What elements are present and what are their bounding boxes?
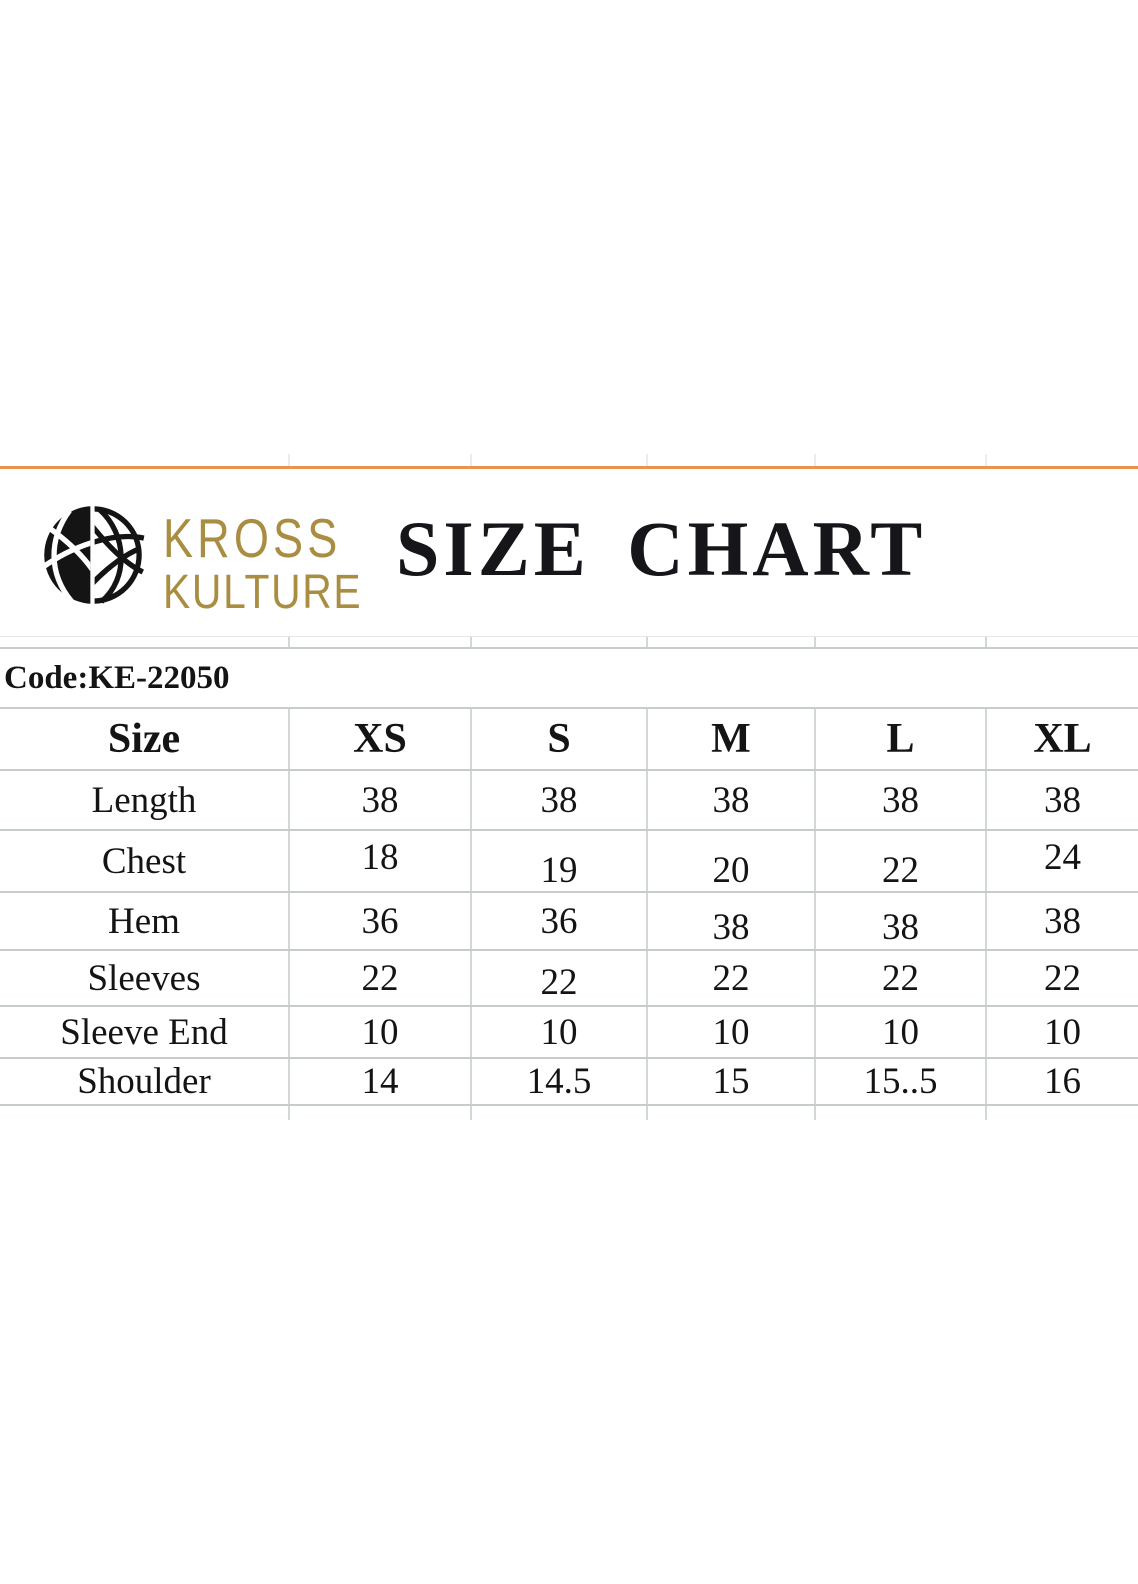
row-label-sleeve-end: Sleeve End [60, 1011, 228, 1053]
table-top-stub-row [0, 636, 1138, 649]
cell-sleeves-m: 22 [646, 951, 814, 1005]
cell-hem-m: 38 [646, 893, 814, 949]
table-row-sleeve-end [0, 1007, 1138, 1059]
cell-sleeves-l: 22 [814, 951, 985, 1005]
row-label-chest: Chest [101, 840, 187, 882]
grid-stub [470, 454, 472, 466]
table-row-shoulder [0, 1059, 1138, 1106]
cell-shoulder-m: 15 [646, 1059, 814, 1104]
brand-name-kulture: KULTURE [163, 566, 363, 619]
cell-chest-xl: 24 [985, 831, 1138, 891]
grid-stub [985, 454, 987, 466]
row-label-hem: Hem [108, 900, 180, 942]
stub-cell [0, 637, 288, 647]
cell-sleeve-end-xl: 10 [985, 1007, 1138, 1057]
cell-hem-l: 38 [814, 893, 985, 949]
cell-chest-l: 22 [814, 831, 985, 891]
grid-stub [646, 454, 648, 466]
row-label-length: Length [91, 779, 197, 821]
column-header-s: S [470, 709, 646, 769]
cell-sleeve-end-s: 10 [470, 1007, 646, 1057]
cell-sleeve-end-l: 10 [814, 1007, 985, 1057]
page-title: SIZE CHART [396, 505, 927, 592]
stub-cell [0, 1106, 288, 1120]
cell-chest-xs: 18 [288, 831, 470, 891]
stub-cell [814, 1106, 985, 1120]
cell-hem-xl: 38 [985, 893, 1138, 949]
stub-cell [288, 1106, 470, 1120]
brand-name-kross: KROSS [163, 507, 342, 569]
product-code: Code:KE-22050 [4, 659, 230, 696]
row-label-sleeves: Sleeves [87, 957, 201, 999]
brand-wordmark [163, 507, 397, 619]
cell-sleeve-end-m: 10 [646, 1007, 814, 1057]
cell-shoulder-l: 15..5 [814, 1059, 985, 1104]
stub-cell [814, 637, 985, 647]
cell-sleeve-end-xs: 10 [288, 1007, 470, 1057]
cell-sleeves-xs: 22 [288, 951, 470, 1005]
grid-stub [814, 454, 816, 466]
stub-cell [646, 637, 814, 647]
grid-stub [288, 454, 290, 466]
stub-cell [985, 1106, 1138, 1120]
cell-shoulder-xs: 14 [288, 1059, 470, 1104]
cell-length-l: 38 [814, 771, 985, 829]
cell-shoulder-s: 14.5 [470, 1059, 646, 1104]
cell-length-m: 38 [646, 771, 814, 829]
column-header-l: L [814, 709, 985, 769]
stub-cell [470, 637, 646, 647]
size-chart-table [0, 636, 1138, 1120]
table-row-length [0, 771, 1138, 831]
product-code-row [0, 649, 1138, 709]
table-bottom-stub-row [0, 1106, 1138, 1120]
kross-kulture-globe-logo-icon [40, 501, 146, 609]
column-header-m: M [646, 709, 814, 769]
table-header-row [0, 709, 1138, 771]
table-row-chest [0, 831, 1138, 893]
stub-cell [646, 1106, 814, 1120]
table-row-hem [0, 893, 1138, 951]
column-header-size: Size [107, 716, 181, 762]
cell-length-xl: 38 [985, 771, 1138, 829]
column-header-xs: XS [288, 709, 470, 769]
orange-divider-line [0, 466, 1138, 469]
row-label-shoulder: Shoulder [77, 1061, 211, 1102]
cell-sleeves-s: 22 [470, 951, 646, 1005]
stub-cell [288, 637, 470, 647]
cell-sleeves-xl: 22 [985, 951, 1138, 1005]
column-header-xl: XL [985, 709, 1138, 769]
cell-length-s: 38 [470, 771, 646, 829]
table-row-sleeves [0, 951, 1138, 1007]
cell-hem-xs: 36 [288, 893, 470, 949]
cell-chest-s: 19 [470, 831, 646, 891]
stub-cell [985, 637, 1138, 647]
cell-length-xs: 38 [288, 771, 470, 829]
cell-chest-m: 20 [646, 831, 814, 891]
stub-cell [470, 1106, 646, 1120]
cell-shoulder-xl: 16 [985, 1059, 1138, 1104]
cell-hem-s: 36 [470, 893, 646, 949]
